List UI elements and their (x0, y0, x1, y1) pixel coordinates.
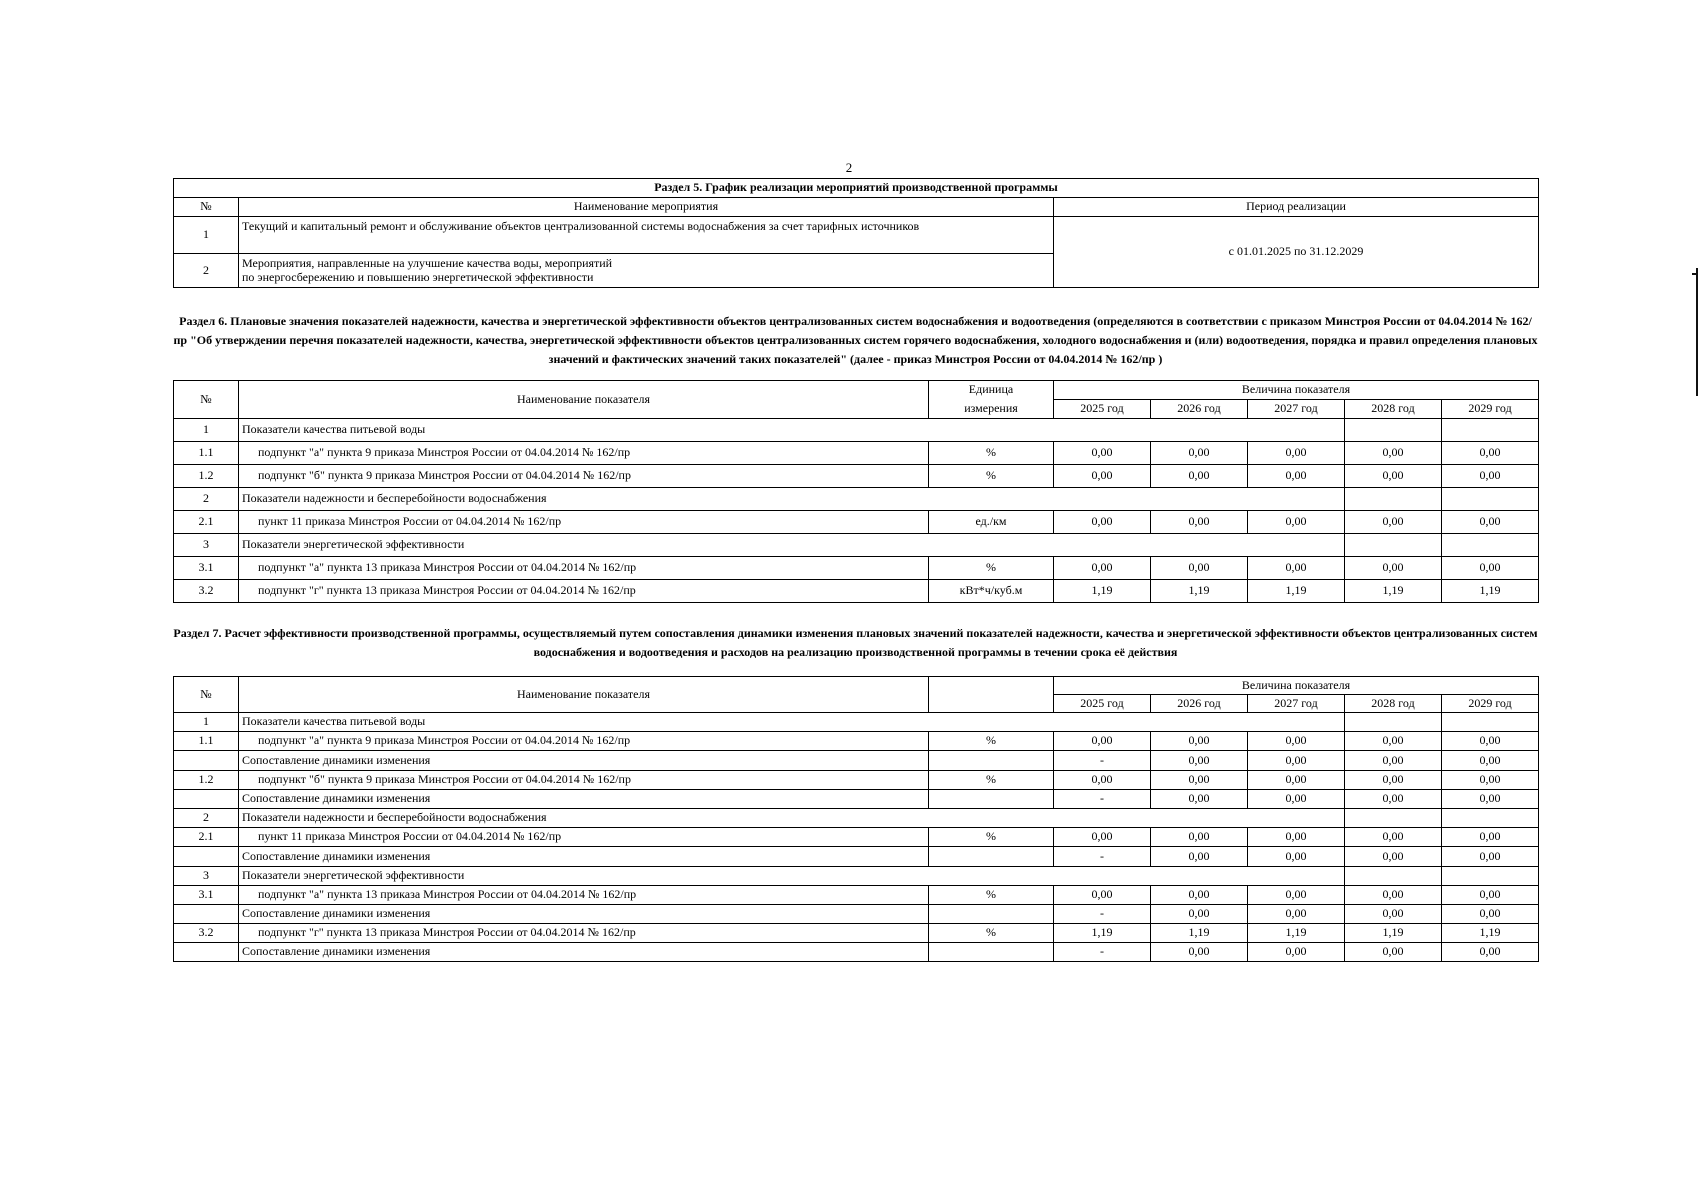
comparison-value: 0,00 (1442, 943, 1539, 962)
activity-name-line: Мероприятия, направленные на улучшение качества воды, мероприятий (242, 255, 613, 270)
section6-col-unit-line1: Единица (929, 381, 1054, 400)
empty-cell (174, 789, 239, 808)
indicator-value: 0,00 (1054, 885, 1151, 904)
group-name: Показатели качества питьевой воды (239, 419, 1345, 442)
group-name: Показатели качества питьевой воды (239, 713, 1345, 732)
section5-col-name: Наименование мероприятия (239, 198, 1054, 217)
section5-title-row (174, 179, 1539, 198)
comparison-value: 0,00 (1248, 904, 1345, 923)
indicator-value: 0,00 (1151, 511, 1248, 534)
comparison-value: 0,00 (1345, 943, 1442, 962)
comparison-value: 0,00 (1442, 847, 1539, 866)
empty-cell (929, 943, 1054, 962)
year-header: 2026 год (1151, 400, 1248, 419)
section6-col-name: Наименование показателя (239, 381, 929, 419)
comparison-value: 0,00 (1442, 789, 1539, 808)
year-header: 2028 год (1345, 400, 1442, 419)
indicator-value: 0,00 (1151, 557, 1248, 580)
comparison-value: 0,00 (1248, 789, 1345, 808)
section6-col-unit-line2: измерения (929, 400, 1054, 419)
indicator-value: 0,00 (1054, 465, 1151, 488)
indicator-row (174, 924, 1539, 943)
row-number: 2 (174, 488, 239, 511)
indicator-row (174, 828, 1539, 847)
empty-cell (174, 847, 239, 866)
section6-col-no: № (174, 381, 239, 419)
indicator-value: 0,00 (1345, 885, 1442, 904)
realization-period: с 01.01.2025 по 31.12.2029 (1054, 217, 1539, 288)
comparison-label: Сопоставление динамики изменения (239, 789, 929, 808)
activity-name: Текущий и капитальный ремонт и обслуживание объектов централизованной системы водоснабжения за счет тарифных источников (239, 217, 1054, 254)
comparison-value: 0,00 (1248, 943, 1345, 962)
comparison-value: - (1054, 904, 1151, 923)
empty-cell (174, 904, 239, 923)
row-number: 1.1 (174, 442, 239, 465)
indicator-value: 0,00 (1248, 442, 1345, 465)
comparison-label: Сопоставление динамики изменения (239, 943, 929, 962)
indicator-value: 1,19 (1248, 924, 1345, 943)
year-header: 2027 год (1248, 400, 1345, 419)
section7-heading: Раздел 7. Расчет эффективности производственной программы, осуществляемый путем сопоставления динамики изменения плановых значений показателей надежности, качества и энергетической эффективности объектов централизованных систем водоснабжения и водоотведения и расходов на реализацию производственной программы в течении срока её действия (173, 626, 1538, 659)
comparison-label: Сопоставление динамики изменения (239, 847, 929, 866)
year-header: 2027 год (1248, 695, 1345, 713)
indicator-unit: % (929, 770, 1054, 789)
row-number: 2 (174, 254, 239, 288)
section6-table (173, 380, 1539, 603)
indicator-value: 0,00 (1248, 732, 1345, 751)
row-number: 3.2 (174, 580, 239, 603)
activity-name-line: по энергосбережению и повышению энергетической эффективности (242, 269, 594, 284)
indicator-value: 0,00 (1151, 465, 1248, 488)
indicator-name: подпункт "б" пункта 9 приказа Минстроя России от 04.04.2014 № 162/пр (239, 465, 929, 488)
row-number: 2.1 (174, 511, 239, 534)
indicator-unit: % (929, 465, 1054, 488)
section7-table (173, 676, 1539, 962)
indicator-name: подпункт "г" пункта 13 приказа Минстроя России от 04.04.2014 № 162/пр (239, 580, 929, 603)
empty-cell (1345, 713, 1442, 732)
comparison-value: 0,00 (1151, 751, 1248, 770)
indicator-unit: % (929, 442, 1054, 465)
comparison-value: 0,00 (1248, 847, 1345, 866)
year-header: 2028 год (1345, 695, 1442, 713)
indicator-value: 0,00 (1054, 828, 1151, 847)
indicator-value: 1,19 (1345, 580, 1442, 603)
year-header: 2026 год (1151, 695, 1248, 713)
empty-cell (1442, 488, 1539, 511)
comparison-value: 0,00 (1248, 751, 1345, 770)
section7-header-row (174, 677, 1539, 695)
comparison-row (174, 847, 1539, 866)
group-row (174, 534, 1539, 557)
indicator-value: 0,00 (1054, 511, 1151, 534)
indicator-value: 0,00 (1442, 511, 1539, 534)
indicator-value: 1,19 (1151, 924, 1248, 943)
indicator-value: 0,00 (1345, 770, 1442, 789)
section7-col-name: Наименование показателя (239, 677, 929, 713)
indicator-unit: ед./км (929, 511, 1054, 534)
indicator-value: 0,00 (1248, 557, 1345, 580)
indicator-value: 1,19 (1054, 580, 1151, 603)
row-number: 3.1 (174, 557, 239, 580)
indicator-row (174, 557, 1539, 580)
section7-col-no: № (174, 677, 239, 713)
indicator-value: 1,19 (1442, 924, 1539, 943)
group-name: Показатели надежности и бесперебойности водоснабжения (239, 808, 1345, 827)
year-header: 2029 год (1442, 695, 1539, 713)
indicator-value: 0,00 (1442, 442, 1539, 465)
indicator-value: 0,00 (1151, 885, 1248, 904)
row-number: 3.2 (174, 924, 239, 943)
group-row (174, 808, 1539, 827)
section5-table (173, 178, 1539, 288)
empty-cell (1442, 419, 1539, 442)
indicator-value: 0,00 (1151, 828, 1248, 847)
row-number: 3 (174, 866, 239, 885)
indicator-value: 0,00 (1248, 828, 1345, 847)
group-name: Показатели надежности и бесперебойности водоснабжения (239, 488, 1345, 511)
indicator-value: 1,19 (1248, 580, 1345, 603)
scan-edge-tick (1692, 273, 1698, 275)
comparison-value: 0,00 (1151, 789, 1248, 808)
empty-cell (174, 751, 239, 770)
indicator-unit: кВт*ч/куб.м (929, 580, 1054, 603)
indicator-row (174, 511, 1539, 534)
indicator-value: 0,00 (1345, 732, 1442, 751)
indicator-value: 0,00 (1248, 465, 1345, 488)
empty-cell (174, 943, 239, 962)
indicator-name: подпункт "а" пункта 13 приказа Минстроя России от 04.04.2014 № 162/пр (239, 557, 929, 580)
empty-cell (1345, 419, 1442, 442)
section5-col-no: № (174, 198, 239, 217)
indicator-value: 1,19 (1151, 580, 1248, 603)
indicator-row (174, 580, 1539, 603)
comparison-value: 0,00 (1151, 943, 1248, 962)
comparison-value: - (1054, 847, 1151, 866)
indicator-value: 0,00 (1248, 885, 1345, 904)
row-number: 1.1 (174, 732, 239, 751)
indicator-unit: % (929, 885, 1054, 904)
indicator-value: 0,00 (1054, 770, 1151, 789)
indicator-value: 0,00 (1345, 557, 1442, 580)
comparison-row (174, 751, 1539, 770)
row-number: 1.2 (174, 770, 239, 789)
row-number: 1 (174, 713, 239, 732)
comparison-row (174, 789, 1539, 808)
indicator-name: подпункт "б" пункта 9 приказа Минстроя России от 04.04.2014 № 162/пр (239, 770, 929, 789)
section5-row (174, 217, 1539, 254)
indicator-unit: % (929, 732, 1054, 751)
comparison-value: - (1054, 751, 1151, 770)
indicator-row (174, 770, 1539, 789)
empty-cell (929, 789, 1054, 808)
comparison-row (174, 943, 1539, 962)
row-number: 1 (174, 217, 239, 254)
indicator-value: 0,00 (1151, 732, 1248, 751)
empty-cell (1345, 534, 1442, 557)
indicator-name: подпункт "а" пункта 9 приказа Минстроя России от 04.04.2014 № 162/пр (239, 442, 929, 465)
comparison-value: 0,00 (1151, 847, 1248, 866)
indicator-name: подпункт "а" пункта 13 приказа Минстроя России от 04.04.2014 № 162/пр (239, 885, 929, 904)
section5-header-row (174, 198, 1539, 217)
comparison-value: - (1054, 789, 1151, 808)
indicator-unit: % (929, 828, 1054, 847)
indicator-value: 0,00 (1151, 770, 1248, 789)
empty-cell (929, 751, 1054, 770)
indicator-row (174, 465, 1539, 488)
indicator-value: 1,19 (1054, 924, 1151, 943)
indicator-value: 0,00 (1442, 770, 1539, 789)
empty-cell (1442, 713, 1539, 732)
indicator-row (174, 885, 1539, 904)
year-header: 2025 год (1054, 400, 1151, 419)
comparison-value: 0,00 (1442, 751, 1539, 770)
empty-cell (929, 847, 1054, 866)
group-row (174, 866, 1539, 885)
indicator-value: 0,00 (1151, 442, 1248, 465)
comparison-value: 0,00 (1345, 847, 1442, 866)
activity-name (239, 254, 1054, 288)
empty-cell (929, 904, 1054, 923)
indicator-value: 0,00 (1345, 442, 1442, 465)
empty-cell (1442, 866, 1539, 885)
row-number: 2 (174, 808, 239, 827)
indicator-value: 0,00 (1345, 511, 1442, 534)
group-row (174, 488, 1539, 511)
comparison-label: Сопоставление динамики изменения (239, 751, 929, 770)
empty-cell (1345, 808, 1442, 827)
section5-title: Раздел 5. График реализации мероприятий производственной программы (174, 179, 1539, 198)
comparison-value: 0,00 (1151, 904, 1248, 923)
indicator-value: 0,00 (1054, 442, 1151, 465)
indicator-value: 0,00 (1248, 511, 1345, 534)
indicator-row (174, 732, 1539, 751)
section5-col-period: Период реализации (1054, 198, 1539, 217)
comparison-value: 0,00 (1442, 904, 1539, 923)
indicator-name: пункт 11 приказа Минстроя России от 04.04.2014 № 162/пр (239, 828, 929, 847)
empty-cell (1345, 866, 1442, 885)
section7-col-value: Величина показателя (1054, 677, 1539, 695)
indicator-value: 0,00 (1248, 770, 1345, 789)
group-row (174, 713, 1539, 732)
indicator-value: 0,00 (1442, 885, 1539, 904)
row-number: 1.2 (174, 465, 239, 488)
empty-cell (1442, 808, 1539, 827)
indicator-unit: % (929, 924, 1054, 943)
group-name: Показатели энергетической эффективности (239, 866, 1345, 885)
empty-cell (1345, 488, 1442, 511)
indicator-value: 0,00 (1442, 557, 1539, 580)
row-number: 3.1 (174, 885, 239, 904)
indicator-name: подпункт "г" пункта 13 приказа Минстроя России от 04.04.2014 № 162/пр (239, 924, 929, 943)
indicator-value: 0,00 (1442, 732, 1539, 751)
indicator-value: 0,00 (1442, 828, 1539, 847)
indicator-value: 0,00 (1054, 557, 1151, 580)
indicator-unit: % (929, 557, 1054, 580)
comparison-row (174, 904, 1539, 923)
comparison-value: 0,00 (1345, 751, 1442, 770)
indicator-value: 0,00 (1442, 465, 1539, 488)
indicator-value: 0,00 (1345, 828, 1442, 847)
indicator-value: 1,19 (1345, 924, 1442, 943)
page-number: 2 (845, 160, 853, 175)
empty-cell (1442, 534, 1539, 557)
year-header: 2029 год (1442, 400, 1539, 419)
comparison-label: Сопоставление динамики изменения (239, 904, 929, 923)
comparison-value: 0,00 (1345, 789, 1442, 808)
comparison-value: - (1054, 943, 1151, 962)
group-name: Показатели энергетической эффективности (239, 534, 1345, 557)
indicator-name: подпункт "а" пункта 9 приказа Минстроя России от 04.04.2014 № 162/пр (239, 732, 929, 751)
section6-heading: Раздел 6. Плановые значения показателей надежности, качества и энергетической эффективности объектов централизованных систем водоснабжения и водоотведения (определяются в соответствии с приказом Минстроя России от 04.04.2014 № 162/пр "Об утверждении перечня показателей надежности, качества, энергетической эффективности объектов централизованных систем горячего водоснабжения, холодного водоснабжения и (или) водоотведения, порядка и правил определения плановых значений и фактических значений таких показателей" (далее - приказ Минстроя России от 04.04.2014 № 162/пр ) (173, 314, 1538, 366)
year-header: 2025 год (1054, 695, 1151, 713)
indicator-value: 1,19 (1442, 580, 1539, 603)
indicator-name: пункт 11 приказа Минстроя России от 04.04.2014 № 162/пр (239, 511, 929, 534)
section7-col-unit-empty (929, 677, 1054, 713)
indicator-value: 0,00 (1054, 732, 1151, 751)
section6-header-row (174, 381, 1539, 400)
group-row (174, 419, 1539, 442)
row-number: 3 (174, 534, 239, 557)
section6-col-value: Величина показателя (1054, 381, 1539, 400)
indicator-row (174, 442, 1539, 465)
indicator-value: 0,00 (1345, 465, 1442, 488)
row-number: 2.1 (174, 828, 239, 847)
row-number: 1 (174, 419, 239, 442)
comparison-value: 0,00 (1345, 904, 1442, 923)
